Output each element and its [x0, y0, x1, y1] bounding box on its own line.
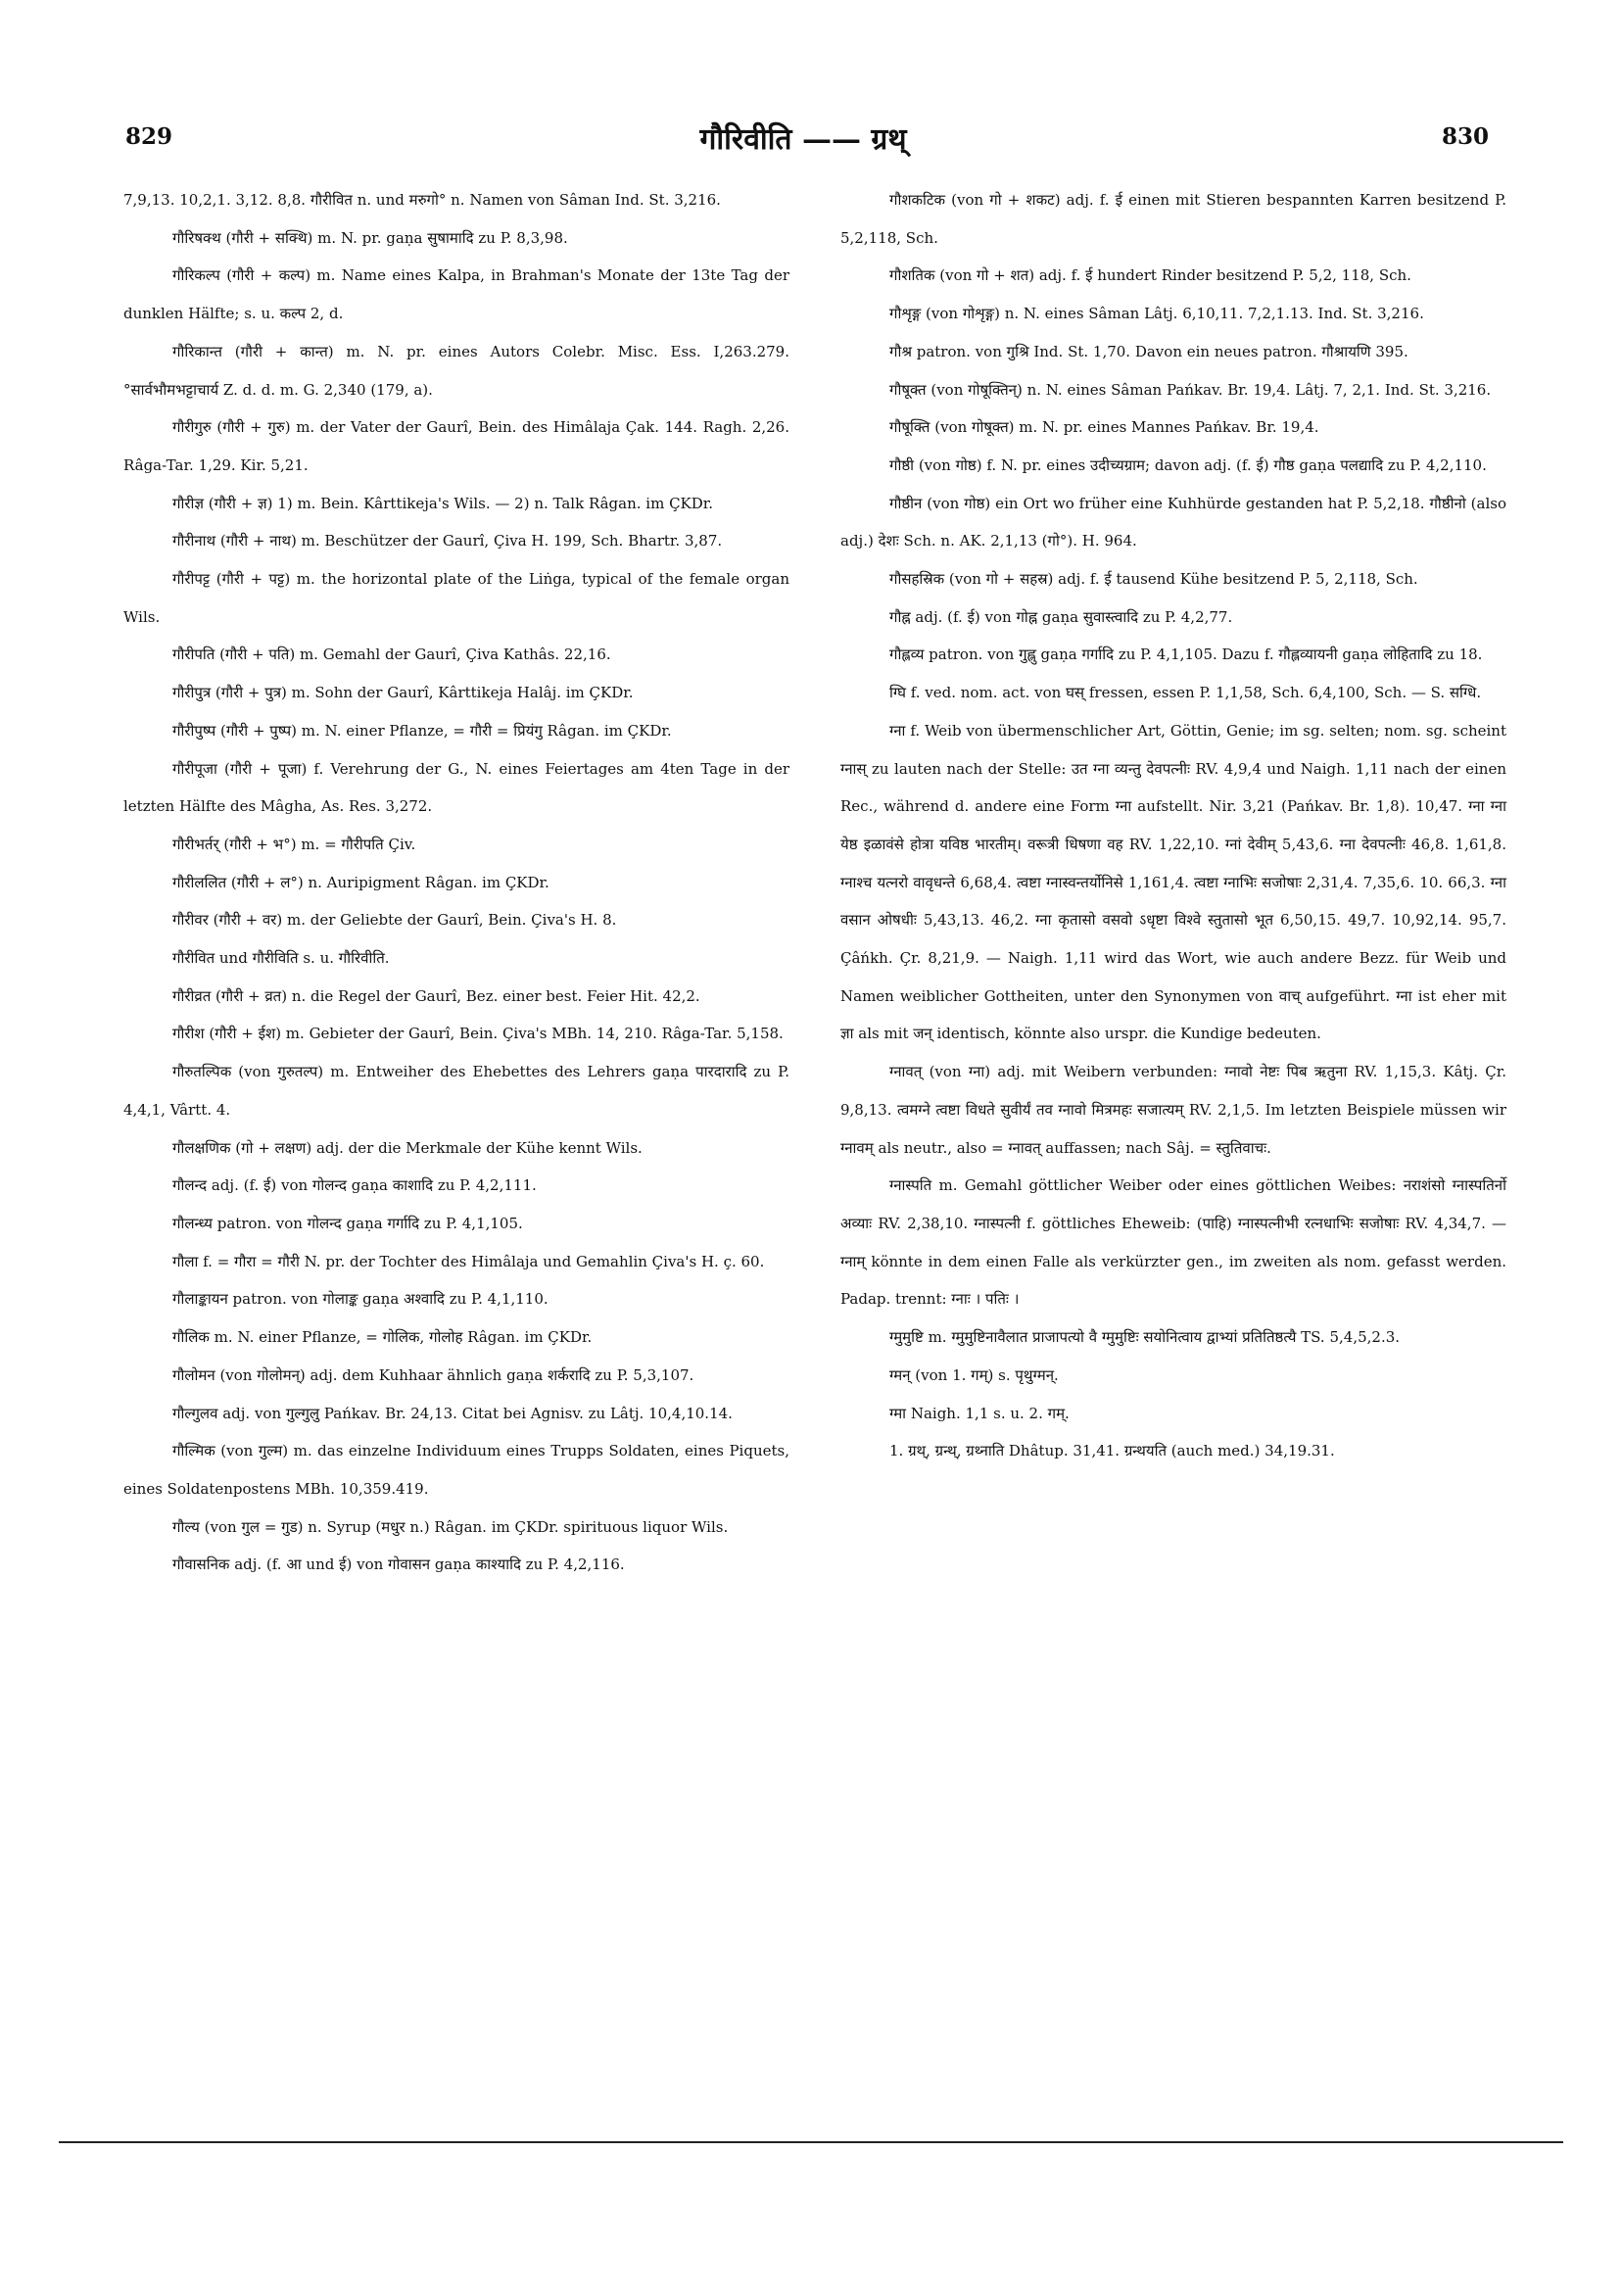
dictionary-entry: गौरीपति (गौरी + पति) m. Gemahl der Gaurî, Çiva Kathâs. 22,16.: [172, 646, 611, 664]
dictionary-entry: गौरीवर (गौरी + वर) m. der Geliebte der Gaurî, Bein. Çiva's H. 8.: [172, 911, 617, 930]
dictionary-entry: गौष्ठीन (von गोष्ठ) ein Ort wo früher eine Kuhhürde gestanden hat P. 5,2,18. गौष्ठीनो (also adj.) देशः Sch. n. AK. 2,1,13 (गो°). H. 964.: [840, 494, 1506, 550]
right-page-number: 830: [1441, 123, 1489, 150]
dictionary-entry: गौरीज्ञ (गौरी + ज्ञ) 1) m. Bein. Kârttikeja's Wils. — 2) n. Talk Râgan. im ÇKDr.: [172, 494, 714, 512]
dictionary-entry: गौल्य (von गुल = गुड) n. Syrup (मधुर n.) Râgan. im ÇKDr. spirituous liquor Wils.: [172, 1517, 729, 1536]
left-column: [123, 181, 789, 1584]
dictionary-entry: गौष्ठी (von गोष्ठ) f. N. pr. eines उदीच्यग्राम; davon adj. (f. ई) गौष्ठ gaṇa पलद्यादि zu P. 4,2,110.: [889, 455, 1487, 474]
dictionary-entry: 1. ग्रथ्, ग्रन्थ्, ग्रथ्नाति Dhâtup. 31,41. ग्रन्थयति (auch med.) 34,19.31.: [889, 1442, 1335, 1460]
dictionary-entry: गौलन्ध्य patron. von गोलन्द gaṇa गर्गादि zu P. 4,1,105.: [172, 1214, 523, 1232]
dictionary-entry: गौशतिक (von गो + शत) adj. f. ई hundert Rinder besitzend P. 5,2, 118, Sch.: [889, 266, 1411, 285]
dictionary-entry: गौलोमन (von गोलोमन्) adj. dem Kuhhaar ähnlich gaṇa शर्करादि zu P. 5,3,107.: [172, 1365, 694, 1384]
dictionary-entry: गौला f. = गौरा = गौरी N. pr. der Tochter des Himâlaja und Gemahlin Çiva's H. ç. 60.: [172, 1252, 765, 1270]
dictionary-entry: ग्घि f. ved. nom. act. von घस् fressen, essen P. 1,1,58, Sch. 6,4,100, Sch. — S. सग्धि.: [889, 684, 1482, 702]
dictionary-entry: गौरुतल्पिक (von गुरुतल्प) m. Entweiher des Ehebettes des Lehrers gaṇa पारदारादि zu P. 4,4,1, Vârtt. 4.: [123, 1063, 789, 1119]
dictionary-entry: गौरिषक्थ (गौरी + सक्थि) m. N. pr. gaṇa सुषामादि zu P. 8,3,98.: [172, 228, 568, 247]
dictionary-entry: गौरीगुरु (गौरी + गुरु) m. der Vater der Gaurî, Bein. des Himâlaja Çak. 144. Ragh. 2,26. Râga-Tar. 1,29. Kir. 5,21.: [123, 418, 789, 474]
dictionary-entry: ग्मा Naigh. 1,1 s. u. 2. गम्.: [889, 1404, 1070, 1422]
dictionary-entry: ग्ना f. Weib von übermenschlicher Art, Göttin, Genie; im sg. selten; nom. sg. scheint ग्नास् zu lauten nach der Stelle: उत ग्ना व्यन्तु देवपत्नीः RV. 4,9,4 und Naigh. 1,11 nach der einen Rec., während d. andere eine Form ग्ना aufstellt. Nir. 3,21 (Pańkav. Br. 1,8). 10,47. ग्ना ग्ना येष्ठ इळावंसे होत्रा यविष्ठ भारतीम्। वरूत्री धिषणा वह RV. 1,22,10. ग्नां देवीम् 5,43,6. ग्ना देवपत्नीः 46,8. 1,61,8. ग्नाश्च यत्नरो वावृधन्ते 6,68,4. त्वष्टा ग्नास्वन्तर्योनिसे 1,161,4. त्वष्टा ग्नाभिः सजोषाः 2,31,4. 7,35,6. 10. 66,3. ग्ना वसान ओषधीः 5,43,13. 46,2. ग्ना कृतासो वसवो ऽधृष्टा विश्वे स्तुतासो भूत 6,50,15. 49,7. 10,92,14. 95,7. Çâńkh. Çr. 8,21,9. — Naigh. 1,11 wird das Wort, wie auch andere Bezz. für Weib und Namen weiblicher Gottheiten, unter den Synonymen von वाच् aufgeführt. ग्ना ist eher mit ज्ञा als mit जन् identisch, könnte also urspr. die Kundige bedeuten.: [840, 721, 1506, 1043]
dictionary-entry: गौरीपुष्प (गौरी + पुष्प) m. N. einer Pflanze, = गौरी = प्रियंगु Râgan. im ÇKDr.: [172, 721, 672, 740]
dictionary-entry: गौरिकल्प (गौरी + कल्प) m. Name eines Kalpa, in Brahman's Monate der 13te Tag der dunklen Hälfte; s. u. कल्प 2, d.: [123, 266, 789, 323]
dictionary-entry: गौशृङ्ग (von गोशृङ्ग) n. N. eines Sâman Lâtj. 6,10,11. 7,2,1.13. Ind. St. 3,216.: [889, 305, 1424, 323]
dictionary-entry: गौरीव्रत (गौरी + व्रत) n. die Regel der Gaurî, Bez. einer best. Feier Hit. 42,2.: [172, 986, 700, 1005]
dictionary-entry: गौरीपूजा (गौरी + पूजा) f. Verehrung der G., N. eines Feiertages am 4ten Tage in der letzten Hälfte des Mâgha, As. Res. 3,272.: [123, 759, 789, 816]
page-header: [118, 118, 1489, 161]
dictionary-entry: गौवासनिक adj. (f. आ und ई) von गोवासन gaṇa काश्यादि zu P. 4,2,116.: [172, 1555, 625, 1574]
dictionary-entry: गौरीवित und गौरीविति s. u. गौरिवीति.: [172, 949, 390, 968]
dictionary-entry: गौसहस्रिक (von गो + सहस्र) adj. f. ई tausend Kühe besitzend P. 5, 2,118, Sch.: [889, 570, 1418, 589]
dictionary-entry: गौलिक m. N. einer Pflanze, = गोलिक, गोलोह Râgan. im ÇKDr.: [172, 1328, 593, 1347]
footer-rule: [59, 2141, 1563, 2143]
dictionary-entry: 7,9,13. 10,2,1. 3,12. 8,8. गौरीवित n. und मरुगो° n. Namen von Sâman Ind. St. 3,216.: [123, 191, 721, 209]
dictionary-entry: गौषूक्त (von गोषूक्तिन्) n. N. eines Sâman Pańkav. Br. 19,4. Lâtj. 7, 2,1. Ind. St. 3,216.: [889, 380, 1492, 399]
dictionary-entry: ग्नावत् (von ग्ना) adj. mit Weibern verbunden: ग्नावो नेष्टः पिब ऋतुना RV. 1,15,3. Kâtj. Çr. 9,8,13. त्वमग्ने त्वष्टा विधते सुवीर्यं तव ग्नावो मित्रमहः सजात्यम् RV. 2,1,5. Im letzten Beispiele müssen wir ग्नावम् als neutr., also = ग्नावत् auffassen; nach Sâj. = स्तुतिवाचः.: [840, 1063, 1506, 1157]
dictionary-entry: गौल्गुलव adj. von गुल्गुलु Pańkav. Br. 24,13. Citat bei Agnisv. zu Lâtj. 10,4,10.14.: [172, 1404, 733, 1422]
running-title: गौरिवीति —— ग्रथ्: [699, 122, 907, 157]
dictionary-entry: गौलन्द adj. (f. ई) von गोलन्द gaṇa काशादि zu P. 4,2,111.: [172, 1176, 537, 1195]
dictionary-entry: ग्मुमुष्टि m. ग्मुमुष्टिनावैलात प्राजापत्यो वै ग्मुमुष्टिः सयोनित्वाय द्वाभ्यां प्रतितिष्ठत्यै TS. 5,4,5,2.3.: [889, 1328, 1401, 1347]
dictionary-entry: ग्नास्पति m. Gemahl göttlicher Weiber oder eines göttlichen Weibes: नराशंसो ग्नास्पतिर्नो अव्याः RV. 2,38,10. ग्नास्पत्नी f. göttliches Eheweib: (पाहि) ग्नास्पत्नीभी रत्नधाभिः सजोषाः RV. 4,34,7. — ग्नाम् könnte in dem einen Falle als verkürzter gen., im zweiten als nom. gefasst werden. Padap. trennt: ग्नाः । पतिः ।: [840, 1176, 1506, 1309]
dictionary-entry: गौश्र patron. von गुश्रि Ind. St. 1,70. Davon ein neues patron. गौश्रायणि 395.: [889, 342, 1408, 360]
dictionary-entry: गौरीनाथ (गौरी + नाथ) m. Beschützer der Gaurî, Çiva H. 199, Sch. Bhartr. 3,87.: [172, 532, 723, 550]
dictionary-entry: गौरीललित (गौरी + ल°) n. Auripigment Râgan. im ÇKDr.: [172, 873, 549, 891]
dictionary-entry: गौलाङ्कायन patron. von गोलाङ्क gaṇa अश्वादि zu P. 4,1,110.: [172, 1290, 549, 1309]
dictionary-entry: गौशकटिक (von गो + शकट) adj. f. ई einen mit Stieren bespannten Karren besitzend P. 5,2,118, Sch.: [840, 191, 1506, 247]
dictionary-entry: ग्मन् (von 1. गम्) s. पृथुग्मन्.: [889, 1365, 1059, 1384]
dictionary-entry: गौह्न adj. (f. ई) von गोह्न gaṇa सुवास्त्वादि zu P. 4,2,77.: [889, 607, 1233, 626]
dictionary-entry: गौरीश (गौरी + ईश) m. Gebieter der Gaurî, Bein. Çiva's MBh. 14, 210. Râga-Tar. 5,158.: [172, 1025, 784, 1043]
dictionary-entry: गौरीभर्तर् (गौरी + भ°) m. = गौरीपति Çiv.: [172, 835, 416, 853]
dictionary-entry: गौरीपुत्र (गौरी + पुत्र) m. Sohn der Gaurî, Kârttikeja Halâj. im ÇKDr.: [172, 684, 634, 702]
dictionary-entry: गौरीपट्ट (गौरी + पट्ट) m. the horizontal plate of the Liṅga, typical of the female organ Wils.: [123, 570, 789, 626]
dictionary-entry: गौरिकान्त (गौरी + कान्त) m. N. pr. eines Autors Colebr. Misc. Ess. I,263.279. °सार्वभौमभट्टाचार्य Z. d. d. m. G. 2,340 (179, a).: [123, 342, 789, 399]
dictionary-entry: गौह्लव्य patron. von गुह्लु gaṇa गर्गादि zu P. 4,1,105. Dazu f. गौह्लव्यायनी gaṇa लोहितादि zu 18.: [889, 646, 1483, 664]
right-column: [840, 181, 1506, 1470]
left-page-number: 829: [125, 123, 173, 150]
dictionary-entry: गौलक्षणिक (गो + लक्षण) adj. der die Merkmale der Kühe kennt Wils.: [172, 1138, 643, 1157]
dictionary-entry: गौल्मिक (von गुल्म) m. das einzelne Individuum eines Trupps Soldaten, eines Piquets, eines Soldatenpostens MBh. 10,359.419.: [123, 1442, 789, 1498]
dictionary-entry: गौषूक्ति (von गोषूक्त) m. N. pr. eines Mannes Pańkav. Br. 19,4.: [889, 418, 1319, 437]
